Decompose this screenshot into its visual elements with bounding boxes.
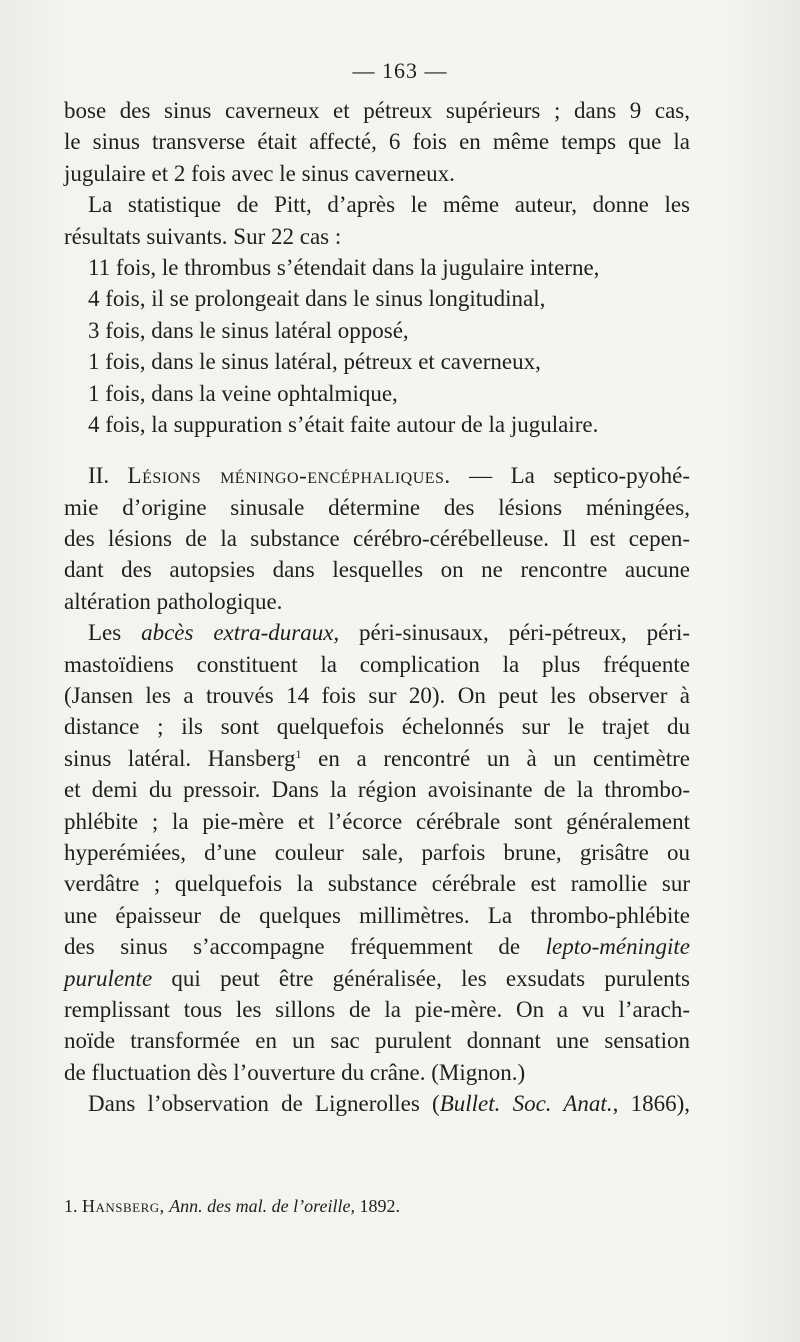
text-line: et demi du pressoir. Dans la région avoisinante de la thrombo- [64, 777, 690, 803]
italic-citation: Bullet. Soc. Anat. [439, 1091, 613, 1117]
text-line: le sinus transverse était affecté, 6 fois en même temps que la [64, 129, 690, 155]
footnote-title: Ann. des mal. de l’oreille, [169, 1196, 355, 1216]
text-line: une épaisseur de quelques millimètres. La thrombo-phlébite [64, 902, 690, 928]
text-span: sinus latéral. Hansberg [64, 745, 296, 771]
page-number: — 163 — [352, 58, 448, 83]
text-line [64, 743, 690, 774]
italic-term: purulente [64, 965, 153, 991]
text-line: phlébite ; la pie-mère et l’écorce cérébrale sont généralement [64, 808, 690, 834]
section-heading-line [64, 460, 690, 491]
text-line: des lésions de la substance cérébro-cérébelleuse. Il est cepen- [64, 526, 690, 552]
text-span: Dans l’observation de Lignerolles ( [88, 1091, 440, 1117]
text-line: hyperémiées, d’une couleur sale, parfois brune, grisâtre ou [64, 839, 690, 865]
stats-item: 4 fois, la suppuration s’était faite autour de la jugulaire. [88, 411, 599, 437]
text-span: Les [88, 620, 142, 646]
text-line: mie d’origine sinusale détermine des lésions méningées, [64, 494, 690, 520]
stats-item: 4 fois, il se prolongeait dans le sinus longitudinal, [88, 286, 546, 312]
italic-term: lepto-méningite [545, 934, 690, 960]
text-line [64, 617, 690, 648]
text-span: qui peut être généralisée, les exsudats purulents [152, 965, 690, 991]
section-heading: Lésions méningo-encéphaliques. [127, 463, 451, 489]
text-line [64, 963, 690, 994]
text-line: (Jansen les a trouvés 14 fois sur 20). On peut les observer à [64, 683, 690, 709]
text-line: La statistique de Pitt, d’après le même auteur, donne les [88, 192, 690, 218]
text-span: des sinus s’accompagne fréquemment de [64, 934, 546, 960]
text-line: bose des sinus caverneux et pétreux supérieurs ; dans 9 cas, [64, 98, 690, 123]
footnote [64, 1196, 690, 1217]
stats-item: 3 fois, dans le sinus latéral opposé, [88, 317, 409, 343]
footnote-number: 1. [64, 1196, 78, 1216]
text-line: remplissant tous les sillons de la pie-mère. On a vu l’arach- [64, 996, 690, 1022]
text-line: noïde transformée en un sac purulent donnant une sensation [64, 1028, 690, 1054]
text-line: verdâtre ; quelquefois la substance cérébrale est ramollie sur [64, 871, 690, 897]
text-line: mastoïdiens constituent la complication la plus fréquente [64, 651, 690, 677]
text-span: , 1866), [612, 1091, 690, 1117]
text-line: dant des autopsies dans lesquelles on ne rencontre aucune [64, 557, 690, 583]
stats-item: 1 fois, dans le sinus latéral, pétreux et caverneux, [88, 349, 541, 375]
stats-item: 1 fois, dans la veine ophtalmique, [88, 380, 398, 406]
text-line: altération pathologique. [64, 588, 283, 614]
text-line [64, 1088, 690, 1119]
body-text [64, 95, 690, 1120]
text-line: de fluctuation dès l’ouverture du crâne. (Mignon.) [64, 1059, 526, 1085]
stats-item: 11 fois, le thrombus s’étendait dans la jugulaire interne, [88, 254, 600, 280]
section-heading-rest: — La septico-pyohé- [450, 463, 690, 489]
section-numeral: II. [88, 463, 110, 489]
text-span: péri-sinusaux, péri-pétreux, péri- [339, 620, 691, 646]
footnote-year: 1892. [359, 1196, 400, 1216]
text-span: en a rencontré un à un centimètre [301, 745, 690, 771]
text-line: résultats suivants. Sur 22 cas : [64, 223, 342, 249]
italic-term: abcès extra-duraux, [141, 620, 340, 646]
footnote-author: Hansberg, [82, 1196, 165, 1216]
text-line: distance ; ils sont quelquefois échelonnés sur le trajet du [64, 714, 690, 740]
text-line [64, 931, 690, 962]
text-line: jugulaire et 2 fois avec le sinus caverneux. [64, 160, 455, 186]
footnote-ref[interactable]: 1 [295, 746, 302, 761]
